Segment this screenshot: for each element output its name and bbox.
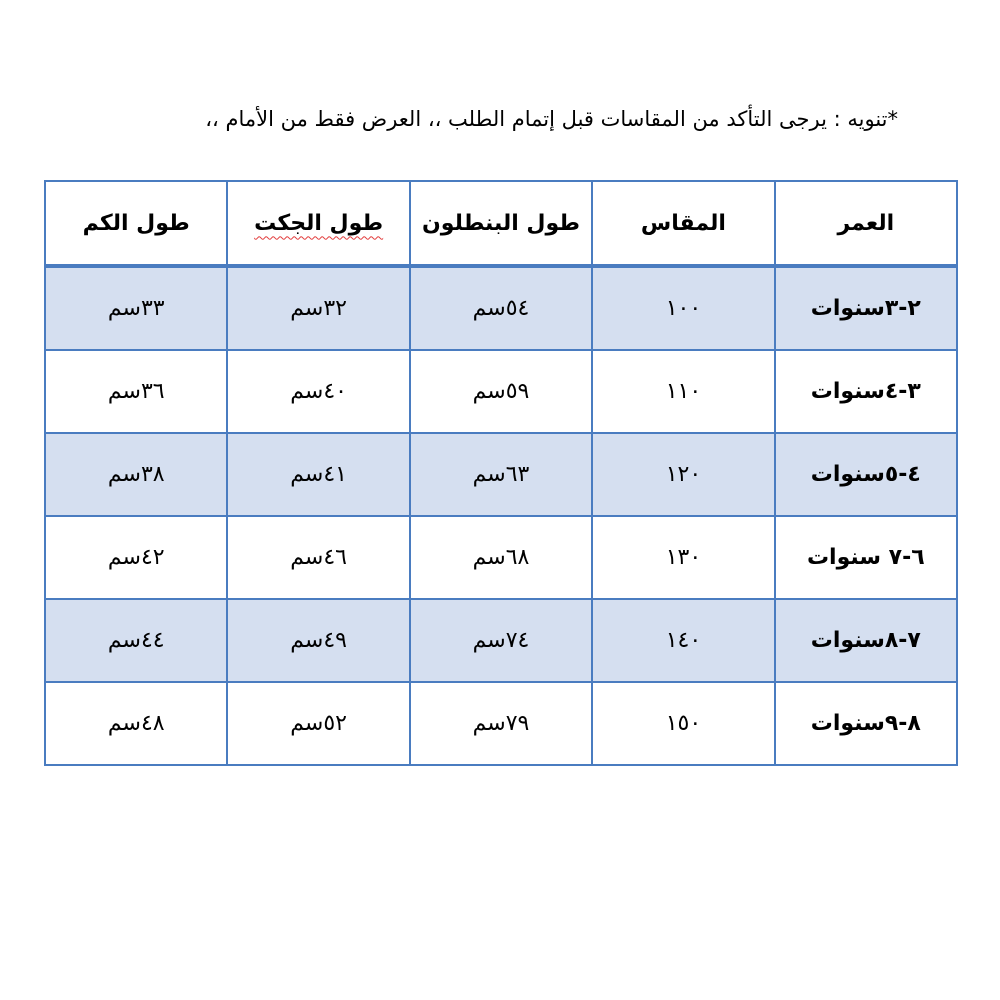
cell-age: ٢-٣سنوات <box>775 266 957 350</box>
table-row <box>45 433 957 516</box>
table-header-row <box>45 181 957 266</box>
cell-age: ٣-٤سنوات <box>775 350 957 433</box>
cell-size: ١٢٠ <box>592 433 774 516</box>
table-row <box>45 350 957 433</box>
cell-jacket-length: ٥٢سم <box>227 682 409 765</box>
cell-age: ٦-٧ سنوات <box>775 516 957 599</box>
header-sleeve-length: طول الكم <box>45 181 227 266</box>
cell-jacket-length: ٤٩سم <box>227 599 409 682</box>
cell-size: ١٥٠ <box>592 682 774 765</box>
cell-sleeve-length: ٤٨سم <box>45 682 227 765</box>
table-row <box>45 599 957 682</box>
cell-pants-length: ٦٣سم <box>410 433 592 516</box>
cell-size: ١٣٠ <box>592 516 774 599</box>
cell-age: ٨-٩سنوات <box>775 682 957 765</box>
cell-pants-length: ٦٨سم <box>410 516 592 599</box>
size-chart-table <box>44 180 958 766</box>
cell-sleeve-length: ٤٤سم <box>45 599 227 682</box>
header-jacket-length-label: طول الجكت <box>254 210 384 236</box>
table-row <box>45 682 957 765</box>
header-pants-length: طول البنطلون <box>410 181 592 266</box>
table-row <box>45 266 957 350</box>
cell-size: ١١٠ <box>592 350 774 433</box>
cell-jacket-length: ٣٢سم <box>227 266 409 350</box>
cell-sleeve-length: ٤٢سم <box>45 516 227 599</box>
cell-pants-length: ٧٩سم <box>410 682 592 765</box>
cell-jacket-length: ٤٠سم <box>227 350 409 433</box>
header-age: العمر <box>775 181 957 266</box>
cell-pants-length: ٧٤سم <box>410 599 592 682</box>
cell-jacket-length: ٤١سم <box>227 433 409 516</box>
cell-size: ١٠٠ <box>592 266 774 350</box>
cell-pants-length: ٥٩سم <box>410 350 592 433</box>
cell-sleeve-length: ٣٦سم <box>45 350 227 433</box>
header-size: المقاس <box>592 181 774 266</box>
size-note: *تنويه : يرجى التأكد من المقاسات قبل إتمام الطلب ،، العرض فقط من الأمام ،، <box>205 107 898 131</box>
cell-age: ٤-٥سنوات <box>775 433 957 516</box>
cell-pants-length: ٥٤سم <box>410 266 592 350</box>
table-row <box>45 516 957 599</box>
cell-sleeve-length: ٣٨سم <box>45 433 227 516</box>
cell-sleeve-length: ٣٣سم <box>45 266 227 350</box>
cell-size: ١٤٠ <box>592 599 774 682</box>
cell-age: ٧-٨سنوات <box>775 599 957 682</box>
header-jacket-length <box>227 181 409 266</box>
cell-jacket-length: ٤٦سم <box>227 516 409 599</box>
